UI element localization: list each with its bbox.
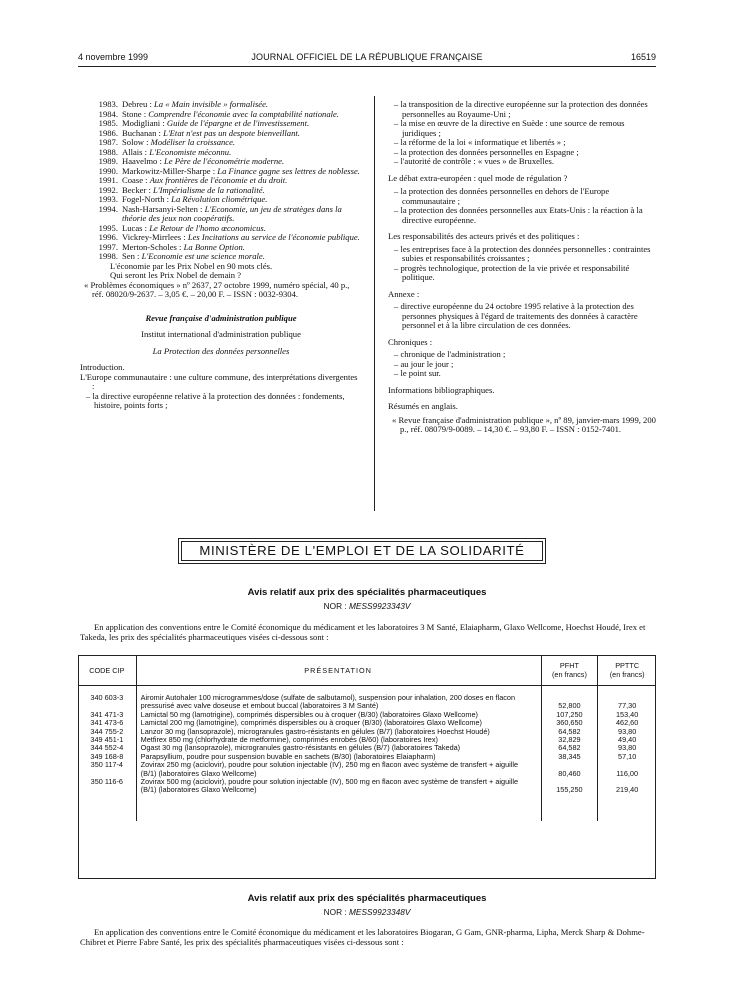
nobel-year: 1984.: [98, 108, 118, 119]
rfap-institute: Institut international d'administration publique: [141, 329, 301, 339]
nobel-year: 1987.: [98, 137, 118, 147]
table-spacer: [78, 795, 656, 821]
cell-presentation: Parapsyllium, poudre pour suspension buvable en sachets (B/30) (laboratoires Elaiapharm): [136, 753, 541, 761]
ministry-heading: MINISTÈRE DE L'EMPLOI ET DE LA SOLIDARITÉ: [178, 538, 546, 564]
closing-line-1: L'économie par les Prix Nobel en 90 mots clés.: [110, 260, 273, 271]
cell-pfht: 80,460: [541, 761, 598, 778]
nobel-title: L'Economie, un jeu de stratèges dans la théorie des jeux non coopératifs.: [122, 203, 342, 223]
page-header: [78, 52, 656, 66]
nobel-title: Aux frontières de l'économie et du droit.: [149, 175, 288, 185]
nobel-year: 1988.: [98, 146, 118, 157]
list-transposition: [388, 100, 656, 167]
cell-presentation: Airomir Autohaler 100 microgrammes/dose (sulfate de salbutamol), suspension pour inhalation, 200 doses en flacon pressurisé avec valve doseuse et embout buccal (laboratoires 3 M Santé): [136, 694, 541, 711]
nobel-year: 1991.: [98, 175, 118, 185]
nor-line-1: [78, 601, 656, 611]
nobel-author: Debreu :: [122, 99, 154, 109]
cell-presentation: Metfirex 850 mg (chlorhydrate de metformine), comprimés enrobés (B/60) (laboratoires Irex): [136, 736, 541, 744]
nobel-year: 1993.: [98, 194, 118, 204]
cell-code: 350 117-4: [78, 761, 136, 778]
nor-code-1: MESS9923343V: [349, 601, 411, 611]
cell-ppttc: 49,40: [618, 735, 637, 745]
avis-title-2: Avis relatif aux prix des spécialités pharmaceutiques: [247, 893, 487, 904]
cell-pfht: 155,250: [541, 778, 598, 795]
list-item: – la protection des données personnelles en Espagne ;: [394, 146, 579, 157]
cell-presentation: Zovirax 250 mg (aciclovir), poudre pour solution injectable (IV), 250 mg en flacon avec système de transfert + aiguille (B/1) (laboratoires Glaxo Wellcome): [136, 761, 541, 778]
nor-line-2: [78, 907, 656, 917]
table-row: [78, 778, 656, 795]
nobel-author: Coase :: [122, 175, 150, 185]
cell-ppttc: 219,40: [615, 785, 639, 795]
cell-ppttc: 116,00: [616, 768, 639, 778]
nobel-author: Vickrey-Mirrlees :: [122, 232, 188, 242]
cell-ppttc: 77,30: [618, 701, 637, 711]
header-presentation: PRÉSENTATION: [136, 655, 541, 686]
nobel-author: Buchanan :: [122, 127, 164, 138]
list-item: – directive européenne du 24 octobre 1995 relative à la protection des personnes physiques à l'égard de traitements des données à caractère personnel et à la libre circulation de ces données.: [394, 301, 638, 330]
nobel-title: Les Incitations au service de l'économie publique.: [187, 232, 360, 242]
nobel-author: Fogel-North :: [122, 194, 172, 204]
cell-ppttc: 93,80: [618, 743, 637, 753]
avis-intro-2: En application des conventions entre le Comité économique du médicament et les laboratoires Biogaran, G Gam, GNR-pharma, Lipha, Merck Sharp & Dohme-Chibret et Pierre Fabre Santé, les prix des spécialités pharmaceutiques visées ci-dessous sont :: [80, 927, 645, 947]
nobel-author: Becker :: [122, 184, 154, 195]
nobel-text: [122, 205, 362, 224]
table-row: [78, 694, 656, 711]
nobel-author: Modigliani :: [122, 118, 167, 128]
price-table: [78, 655, 656, 821]
rfap-theme: La Protection des données personnelles: [152, 345, 290, 356]
cell-code: 344 755-2: [78, 728, 136, 736]
cell-code: 344 552-4: [78, 744, 136, 752]
cell-pfht: 64,582: [541, 728, 598, 736]
nobel-title: L'Etat n'est pas un despote bienveillant.: [163, 127, 300, 138]
nobel-author: Solow :: [122, 137, 151, 147]
left-column: [80, 100, 362, 411]
list-item: – la mise en œuvre de la directive en Suède : une source de remous juridiques ;: [394, 118, 625, 138]
cell-presentation: Ogast 30 mg (lansoprazole), microgranules gastro-résistants en gélules (B/7) (laboratoires Takeda): [136, 744, 541, 752]
cell-presentation: Lamictal 50 mg (lamotrigine), comprimés dispersibles ou à croquer (B/30) (laboratoires Glaxo Wellcome): [136, 711, 541, 719]
nor-code-2: MESS9923348V: [349, 907, 411, 917]
list-item: – l'autorité de contrôle : « vues » de Bruxelles.: [394, 156, 555, 166]
cell-pfht: 107,250: [541, 711, 598, 719]
cell-presentation: Lanzor 30 mg (lansoprazole), microgranules gastro-résistants en gélules (B/7) (laboratoires Hoechst Houdé): [136, 728, 541, 736]
avis-intro-1: En application des conventions entre le Comité économique du médicament et les laboratoires 3 M Santé, Elaiapharm, Glaxo Wellcome, Hoechst Houdé, Irex et Takeda, les prix des spécialités pharmaceutiques visées ci-dessous sont :: [80, 622, 646, 642]
cell-code: 341 473-6: [78, 719, 136, 727]
nobel-entry: [80, 205, 362, 224]
header-pfht-unit: (en francs): [552, 670, 587, 679]
closing-line-2: Qui seront les Prix Nobel de demain ?: [110, 270, 242, 280]
cell-code: 349 168-8: [78, 753, 136, 761]
reference-problemes: « Problèmes économiques » nº 2637, 27 octobre 1999, numéro spécial, 40 p., réf. 08020/9-2637. – 3,05 €. – 20,00 F. – ISSN : 0032-9304.: [84, 279, 350, 299]
list-item: – le point sur.: [394, 368, 441, 378]
cell-ppttc: 462,60: [615, 718, 639, 728]
nobel-year: 1990.: [98, 165, 118, 176]
cell-ppttc: 153,40: [615, 709, 639, 719]
resumes-anglais: Résumés en anglais.: [388, 401, 458, 411]
nobel-year: 1992.: [98, 184, 118, 195]
cell-pfht: 52,800: [541, 694, 598, 711]
list-debat: [388, 187, 656, 225]
cell-presentation: Lamictal 200 mg (lamotrigine), comprimés dispersibles ou à croquer (B/30) (laboratoires Glaxo Wellcome): [136, 719, 541, 727]
header-ppttc-label: PPTTC: [615, 661, 640, 670]
cell-code: 340 603-3: [78, 694, 136, 711]
chroniques-heading: Chroniques :: [388, 336, 433, 347]
header-ppttc: [598, 655, 656, 686]
header-pfht: [541, 655, 598, 686]
rfap-title: Revue française d'administration publique: [145, 312, 297, 323]
cell-pfht: 360,650: [541, 719, 598, 727]
nobel-title: L'Economiste méconnu.: [149, 146, 232, 157]
cell-presentation: Zovirax 500 mg (aciclovir), poudre pour solution injectable (IV), 500 mg en flacon avec système de transfert + aiguille (B/1) (laboratoires Glaxo Wellcome): [136, 778, 541, 795]
list-item: – la protection des données personnelles aux Etats-Unis : la réaction à la directive européenne.: [394, 205, 643, 225]
header-page-number: 16519: [630, 52, 656, 62]
list-resp: [388, 245, 656, 283]
nobel-list: [80, 100, 362, 262]
header-code-cip: CODE CIP: [78, 655, 136, 686]
nobel-title: La Bonne Option.: [183, 241, 245, 252]
cell-code: 350 116-6: [78, 778, 136, 795]
debat-heading: Le débat extra-européen : quel mode de régulation ?: [388, 172, 568, 183]
nobel-author: Sen :: [122, 251, 142, 261]
list-item: – la réforme de la loi « informatique et libertés » ;: [394, 137, 566, 147]
nobel-year: 1996.: [98, 232, 118, 242]
nobel-year: 1995.: [98, 222, 118, 233]
column-divider: [374, 96, 375, 511]
table-body: [78, 686, 656, 821]
nobel-title: L'Economie est une science morale.: [141, 251, 265, 261]
list-chroniques: [388, 350, 656, 379]
nobel-author: Allais :: [122, 146, 150, 157]
cell-ppttc: 57,10: [618, 751, 637, 761]
nor-label-2: NOR :: [323, 907, 349, 917]
nobel-author: Markowitz-Miller-Sharpe :: [122, 165, 218, 176]
list-item: – les entreprises face à la protection des données personnelles : contraintes subies et responsabilités croissantes ;: [394, 243, 651, 263]
infos-biblio: Informations bibliographiques.: [388, 384, 495, 395]
nor-label-1: NOR :: [323, 601, 349, 611]
cell-code: 341 471-3: [78, 711, 136, 719]
nobel-title: Comprendre l'économie avec la comptabilité nationale.: [148, 108, 339, 119]
europe-heading: L'Europe communautaire : une culture commune, des interprétations divergentes :: [80, 371, 358, 391]
nobel-title: Guide de l'épargne et de l'investissement.: [166, 118, 310, 128]
header-date: 4 novembre 1999: [78, 52, 149, 62]
header-pfht-label: PFHT: [559, 661, 579, 670]
list-item: – chronique de l'administration ;: [394, 349, 506, 359]
reference-rfap: « Revue française d'administration publique », nº 89, janvier-mars 1999, 200 p., réf. 08079/9-0089. – 14,30 €. – 93,80 F. – ISSN : 0152-7401.: [392, 414, 656, 434]
nobel-title: Le Retour de l'homo œconomicus.: [149, 222, 266, 233]
resp-heading: Les responsabilités des acteurs privés et des politiques :: [388, 231, 580, 241]
introduction: Introduction.: [80, 362, 125, 372]
header-rule: [78, 66, 656, 67]
nobel-title: Le Père de l'économétrie moderne.: [164, 156, 285, 166]
table-row: [78, 761, 656, 778]
nobel-author: Nash-Harsanyi-Selten :: [122, 203, 205, 214]
nobel-year: 1986.: [98, 127, 118, 138]
nobel-title: La Finance gagne ses lettres de noblesse.: [217, 165, 360, 176]
list-item: – la protection des données personnelles en dehors de l'Europe communautaire ;: [394, 186, 610, 206]
nobel-author: Lucas :: [122, 222, 150, 233]
cell-pfht: 38,345: [541, 753, 598, 761]
header-ppttc-unit: (en francs): [609, 670, 645, 679]
header-journal-title: JOURNAL OFFICIEL DE LA RÉPUBLIQUE FRANÇAISE: [251, 52, 483, 62]
cell-pfht: 64,582: [541, 744, 598, 752]
left-dash-item: – la directive européenne relative à la protection des données : fondements, histoire, points forts ;: [86, 390, 345, 410]
table-header-row: [78, 655, 656, 686]
nobel-author: Merton-Scholes :: [122, 241, 184, 252]
cell-code: 349 451-1: [78, 736, 136, 744]
nobel-title: La « Main invisible » formalisée.: [153, 99, 269, 109]
list-annexe: [388, 302, 656, 331]
list-item: – au jour le jour ;: [394, 358, 454, 369]
nobel-author: Haavelmo :: [122, 156, 164, 166]
nobel-year: 1998.: [98, 251, 118, 261]
list-item: – la transposition de la directive européenne sur la protection des données personnelles au Royaume-Uni ;: [394, 99, 648, 119]
nobel-title: La Révolution cliométrique.: [171, 194, 268, 204]
nobel-year: 1989.: [98, 156, 118, 166]
cell-ppttc: 93,80: [618, 726, 637, 736]
nobel-year: 1997.: [98, 241, 118, 252]
nobel-year: 1985.: [98, 118, 118, 128]
nobel-title: Modéliser la croissance.: [150, 137, 236, 147]
nobel-author: Stone :: [122, 108, 149, 119]
nobel-year: 1994.: [98, 203, 118, 214]
right-column: [388, 100, 656, 435]
nobel-year: 1983.: [98, 99, 118, 109]
avis-title-1: Avis relatif aux prix des spécialités pharmaceutiques: [247, 587, 487, 598]
nobel-title: L'Impérialisme de la rationalité.: [153, 184, 265, 195]
cell-pfht: 32,829: [541, 736, 598, 744]
annexe-heading: Annexe :: [388, 288, 420, 299]
list-item: – progrès technologique, protection de la vie privée et responsabilité politique.: [394, 262, 630, 282]
